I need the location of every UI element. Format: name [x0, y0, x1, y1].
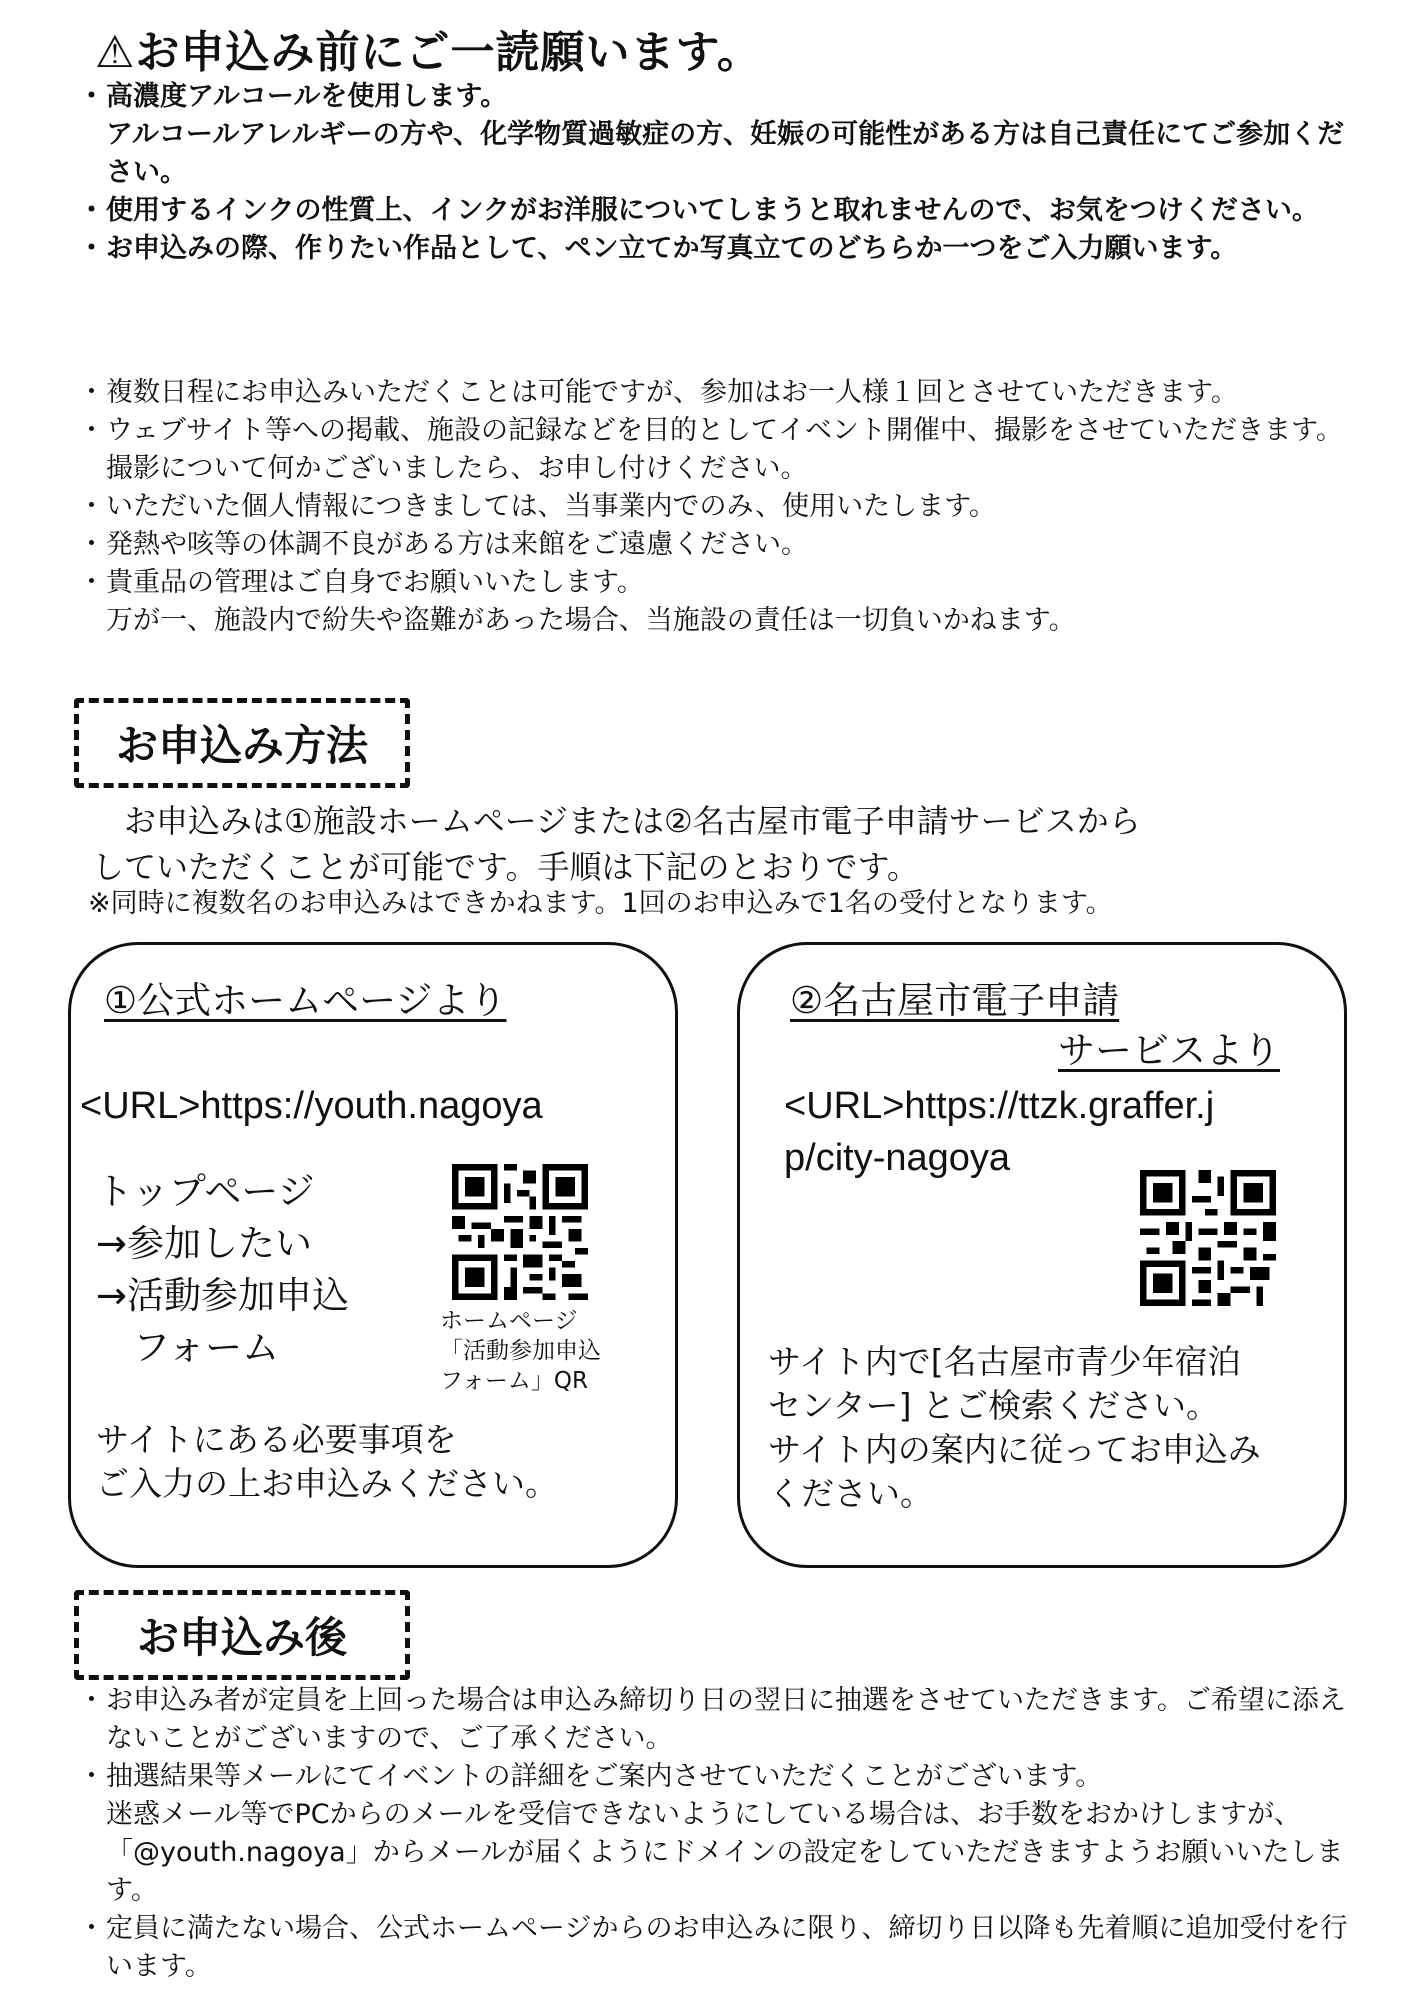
bullet: ・ [78, 1761, 105, 1792]
note-text: ※同時に複数名のお申込みはできかねます。1回のお申込みで1名の受付となります。 [88, 888, 1113, 919]
section-heading-after: お申込み後 [74, 1590, 410, 1680]
item-text: 抽選結果等メールにてイベントの詳細をご案内させていただくことがございます。 [106, 1761, 1103, 1792]
item-text: お申込みの際、作りたい作品として、ペン立てか写真立てのどちらか一つをご入力願います。 [106, 233, 1238, 264]
intro-line: お申込みは①施設ホームページまたは②名古屋市電子申請サービスから [92, 802, 1141, 840]
panel-title: サービスより [1058, 1029, 1280, 1072]
step-item: →活動参加申込 [96, 1274, 350, 1317]
item-text: 定員に満たない場合、公式ホームページからのお申込みに限り、締切り日以降も先着順に追加受付を行います。 [106, 1913, 1348, 1982]
intro-line: していただくことが可能です。手順は下記のとおりです。 [92, 848, 919, 886]
after-list [78, 1682, 1368, 1986]
list-item [78, 1758, 1368, 1910]
body-line: サイト内で[名古屋市青少年宿泊 [768, 1342, 1241, 1381]
qr-caption [440, 1306, 601, 1396]
url-line[interactable]: p/city-nagoya [784, 1137, 1011, 1179]
bullet: ・ [78, 377, 105, 408]
list-item [78, 78, 1348, 192]
step-item: →参加したい [96, 1222, 313, 1265]
bullet: ・ [78, 491, 105, 522]
panel-body [96, 1418, 558, 1506]
panel-title: ①公式ホームページより [104, 979, 507, 1022]
list-item [78, 488, 1348, 526]
intro-text [92, 798, 1352, 890]
list-item [78, 192, 1348, 230]
list-item [78, 412, 1348, 488]
item-text: 使用するインクの性質上、インクがお洋服についてしまうと取れませんので、お気をつけください。 [106, 195, 1319, 226]
item-text: 万が一、施設内で紛失や盗難があった場合、当施設の責任は一切負いかねます。 [106, 605, 1076, 636]
e-application-url[interactable] [784, 1080, 1214, 1184]
bullet: ・ [78, 233, 105, 264]
body-line: ご入力の上お申込みください。 [96, 1464, 558, 1503]
section-heading-method: お申込み方法 [74, 698, 410, 788]
item-text: アルコールアレルギーの方や、化学物質過敏症の方、妊娠の可能性がある方は自己責任にてご参加ください。 [106, 119, 1345, 188]
item-text: ウェブサイト等への掲載、施設の記録などを目的としてイベント開催中、撮影をさせていただきます。撮影について何かございましたら、お申し付けください。 [106, 415, 1343, 484]
bullet: ・ [78, 567, 105, 598]
bullet: ・ [78, 1685, 105, 1716]
qr-code-e-application [1140, 1170, 1276, 1306]
body-line: サイト内の案内に従ってお申込み [768, 1430, 1261, 1469]
url-line[interactable]: <URL>https://ttzk.graffer.j [784, 1085, 1215, 1127]
item-text: 迷惑メール等でPCからのメールを受信できないようにしている場合は、お手数をおかけしますが、「@youth.nagoya」からメールが届くようにドメインの設定をしていただきますようお願いいたします。 [106, 1799, 1344, 1906]
homepage-url[interactable]: <URL>https://youth.nagoya [80, 1085, 543, 1127]
bullet: ・ [78, 1913, 105, 1944]
body-line: サイトにある必要事項を [96, 1420, 457, 1459]
qr-code-homepage [452, 1164, 588, 1300]
list-item [78, 526, 1348, 564]
list-item [78, 374, 1348, 412]
item-text: お申込み者が定員を上回った場合は申込み締切り日の翌日に抽選をさせていただきます。ご希望に添えないことがございますので、ご了承ください。 [106, 1685, 1346, 1754]
item-text: いただいた個人情報につきましては、当事業内でのみ、使用いたします。 [106, 491, 996, 522]
notes-list [78, 374, 1348, 640]
caution-list [78, 78, 1348, 268]
step-item: フォーム [96, 1326, 280, 1369]
list-item [78, 564, 1348, 640]
item-text: 複数日程にお申込みいただくことは可能ですが、参加はお一人様１回とさせていただきます。 [106, 377, 1238, 408]
item-text: 発熱や咳等の体調不良がある方は来館をご遠慮ください。 [106, 529, 808, 560]
bullet: ・ [78, 529, 105, 560]
bullet: ・ [78, 81, 105, 112]
item-text: 貴重品の管理はご自身でお願いいたします。 [106, 567, 644, 598]
body-line: ください。 [768, 1474, 933, 1513]
list-item [78, 1910, 1368, 1986]
qr-caption-line: 「活動参加申込 [440, 1338, 601, 1364]
item-text: 高濃度アルコールを使用します。 [106, 81, 508, 112]
step-list [96, 1166, 349, 1374]
panel-title: ②名古屋市電子申請 [790, 979, 1120, 1022]
list-item [78, 1682, 1368, 1758]
step-item: トップページ [96, 1170, 315, 1213]
list-item [78, 230, 1348, 268]
body-line: センター] とご検索ください。 [768, 1386, 1220, 1425]
qr-caption-line: ホームページ [440, 1308, 578, 1334]
qr-caption-line: フォーム」QR [440, 1368, 588, 1394]
bullet: ・ [78, 415, 105, 446]
bullet: ・ [78, 195, 105, 226]
page-title: ⚠お申込み前にご一読願います。 [95, 27, 762, 78]
panel-body [768, 1340, 1261, 1516]
